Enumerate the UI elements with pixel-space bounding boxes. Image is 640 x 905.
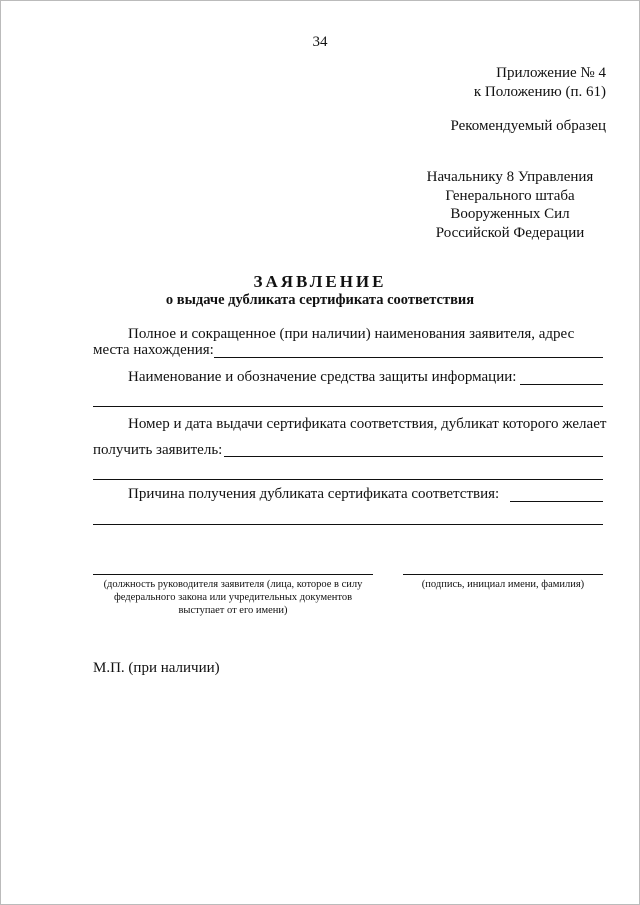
addressee-block	[400, 168, 620, 242]
addressee-line-3: Вооруженных Сил	[450, 206, 570, 222]
addressee-line-2: Генерального штаба	[445, 187, 575, 204]
position-signature-line[interactable]	[93, 574, 373, 575]
certificate-input-line-2[interactable]	[93, 479, 603, 480]
name-address-label-line-1: Полное и сокращенное (при наличии) наименования заявителя, адрес	[128, 326, 575, 342]
name-address-label-line-2: места нахождения:	[93, 342, 214, 358]
addressee-line-1: Начальнику 8 Управления	[426, 169, 594, 185]
name-address-input-line[interactable]	[214, 357, 603, 358]
protection-means-input-line[interactable]	[520, 384, 603, 385]
appendix-reference	[474, 64, 606, 102]
certificate-input-line[interactable]	[224, 456, 603, 457]
position-caption-line-1: (должность руководителя заявителя (лица, которое в силу	[103, 579, 363, 590]
appendix-line-2: к Положению (п. 61)	[473, 84, 606, 100]
protection-means-input-line-2[interactable]	[93, 406, 603, 407]
document-title: ЗАЯВЛЕНИЕ	[253, 272, 387, 291]
page-number: 34	[312, 34, 328, 50]
signature-caption: (подпись, инициал имени, фамилия)	[421, 579, 585, 590]
appendix-line-1: Приложение № 4	[496, 65, 606, 81]
reason-label: Причина получения дубликата сертификата соответствия:	[128, 486, 500, 502]
stamp-note: М.П. (при наличии)	[93, 660, 220, 676]
reason-input-line-2[interactable]	[93, 524, 603, 525]
document-subtitle: о выдаче дубликата сертификата соответствия	[165, 292, 475, 308]
protection-means-label: Наименование и обозначение средства защиты информации:	[128, 369, 517, 385]
position-caption-line-2: федерального закона или учредительных документов	[113, 592, 353, 603]
reason-input-line[interactable]	[510, 501, 603, 502]
position-caption	[88, 578, 378, 617]
certificate-label-line-1: Номер и дата выдачи сертификата соответствия, дубликат которого желает	[128, 416, 607, 432]
certificate-label-line-2: получить заявитель:	[93, 442, 223, 458]
addressee-line-4: Российской Федерации	[435, 224, 585, 241]
position-caption-line-3: выступает от его имени)	[178, 605, 288, 616]
sample-label: Рекомендуемый образец	[450, 118, 606, 134]
signature-line[interactable]	[403, 574, 603, 575]
